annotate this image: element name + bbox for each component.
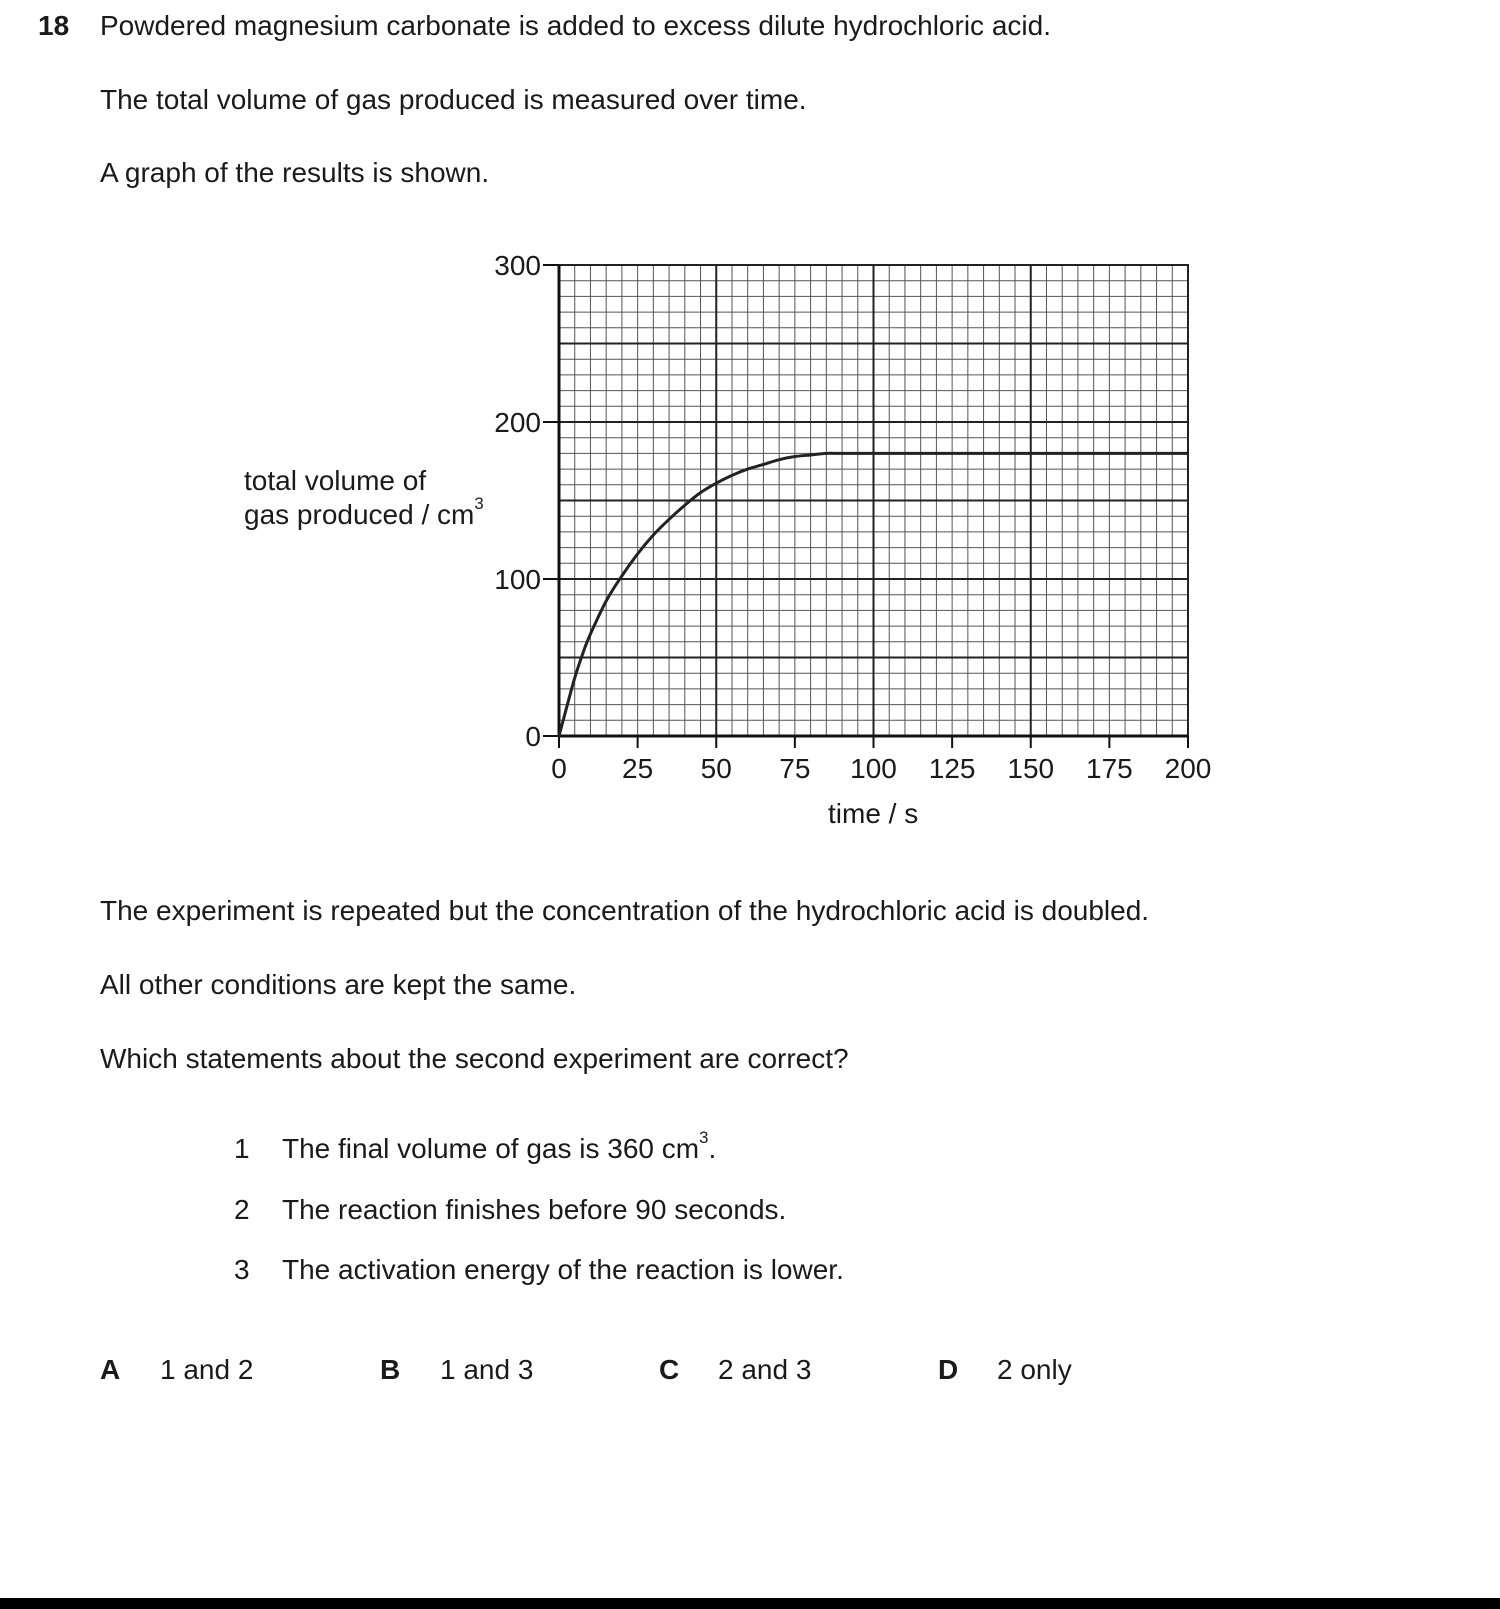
x-tick-label-125: 125 (928, 753, 976, 784)
intro-line-2: The total volume of gas produced is measured over time. (100, 84, 807, 115)
question-prompt: Which statements about the second experiment are correct? (100, 1043, 849, 1074)
statement-1-end: . (708, 1133, 717, 1164)
page-footer-bar (0, 1598, 1500, 1609)
statement-3-number: 3 (234, 1254, 250, 1285)
y-axis-label-line-1: total volume of (244, 465, 427, 496)
chart-ticks (543, 265, 1188, 748)
option-c-letter[interactable]: C (659, 1354, 680, 1385)
option-b-letter[interactable]: B (380, 1354, 401, 1385)
x-tick-label-50: 50 (700, 753, 732, 784)
option-a-letter[interactable]: A (100, 1354, 121, 1385)
intro-line-3: A graph of the results is shown. (100, 157, 490, 188)
x-tick-label-100: 100 (850, 753, 897, 784)
statement-1-text (282, 1128, 717, 1165)
statement-1-main: The final volume of gas is 360 cm (282, 1133, 700, 1164)
statement-3-text: The activation energy of the reaction is lower. (282, 1254, 844, 1285)
statement-1-sup: 3 (699, 1128, 709, 1148)
x-tick-label-150: 150 (1007, 753, 1055, 784)
y-tick-label-0: 0 (525, 721, 541, 752)
question-number: 18 (38, 10, 70, 41)
x-tick-label-200: 200 (1164, 753, 1212, 784)
x-tick-label-75: 75 (779, 753, 811, 784)
y-tick-label-200: 200 (494, 407, 541, 438)
option-c-text[interactable]: 2 and 3 (718, 1354, 812, 1385)
y-axis-label-text: gas produced / cm (244, 499, 475, 530)
y-tick-label-300: 300 (494, 250, 541, 281)
option-b-text[interactable]: 1 and 3 (440, 1354, 534, 1385)
option-d-letter[interactable]: D (938, 1354, 959, 1385)
intro-line-1: Powdered magnesium carbonate is added to excess dilute hydrochloric acid. (100, 10, 1051, 41)
follow-up-line-2: All other conditions are kept the same. (100, 969, 577, 1000)
follow-up-line-1: The experiment is repeated but the concentration of the hydrochloric acid is doubled. (100, 895, 1150, 926)
x-tick-label-0: 0 (551, 753, 567, 784)
x-tick-label-175: 175 (1086, 753, 1133, 784)
statement-2-text: The reaction finishes before 90 seconds. (282, 1194, 787, 1225)
statement-2-number: 2 (234, 1194, 250, 1225)
y-axis-label-sup: 3 (474, 494, 484, 514)
option-d-text[interactable]: 2 only (997, 1354, 1072, 1385)
y-axis-label-line-2 (244, 494, 484, 531)
y-tick-label-100: 100 (494, 564, 541, 595)
x-axis-label: time / s (828, 798, 919, 829)
chart-tick-labels (494, 250, 1211, 784)
statement-1-number: 1 (234, 1133, 250, 1164)
option-a-text[interactable]: 1 and 2 (160, 1354, 254, 1385)
x-tick-label-25: 25 (622, 753, 654, 784)
